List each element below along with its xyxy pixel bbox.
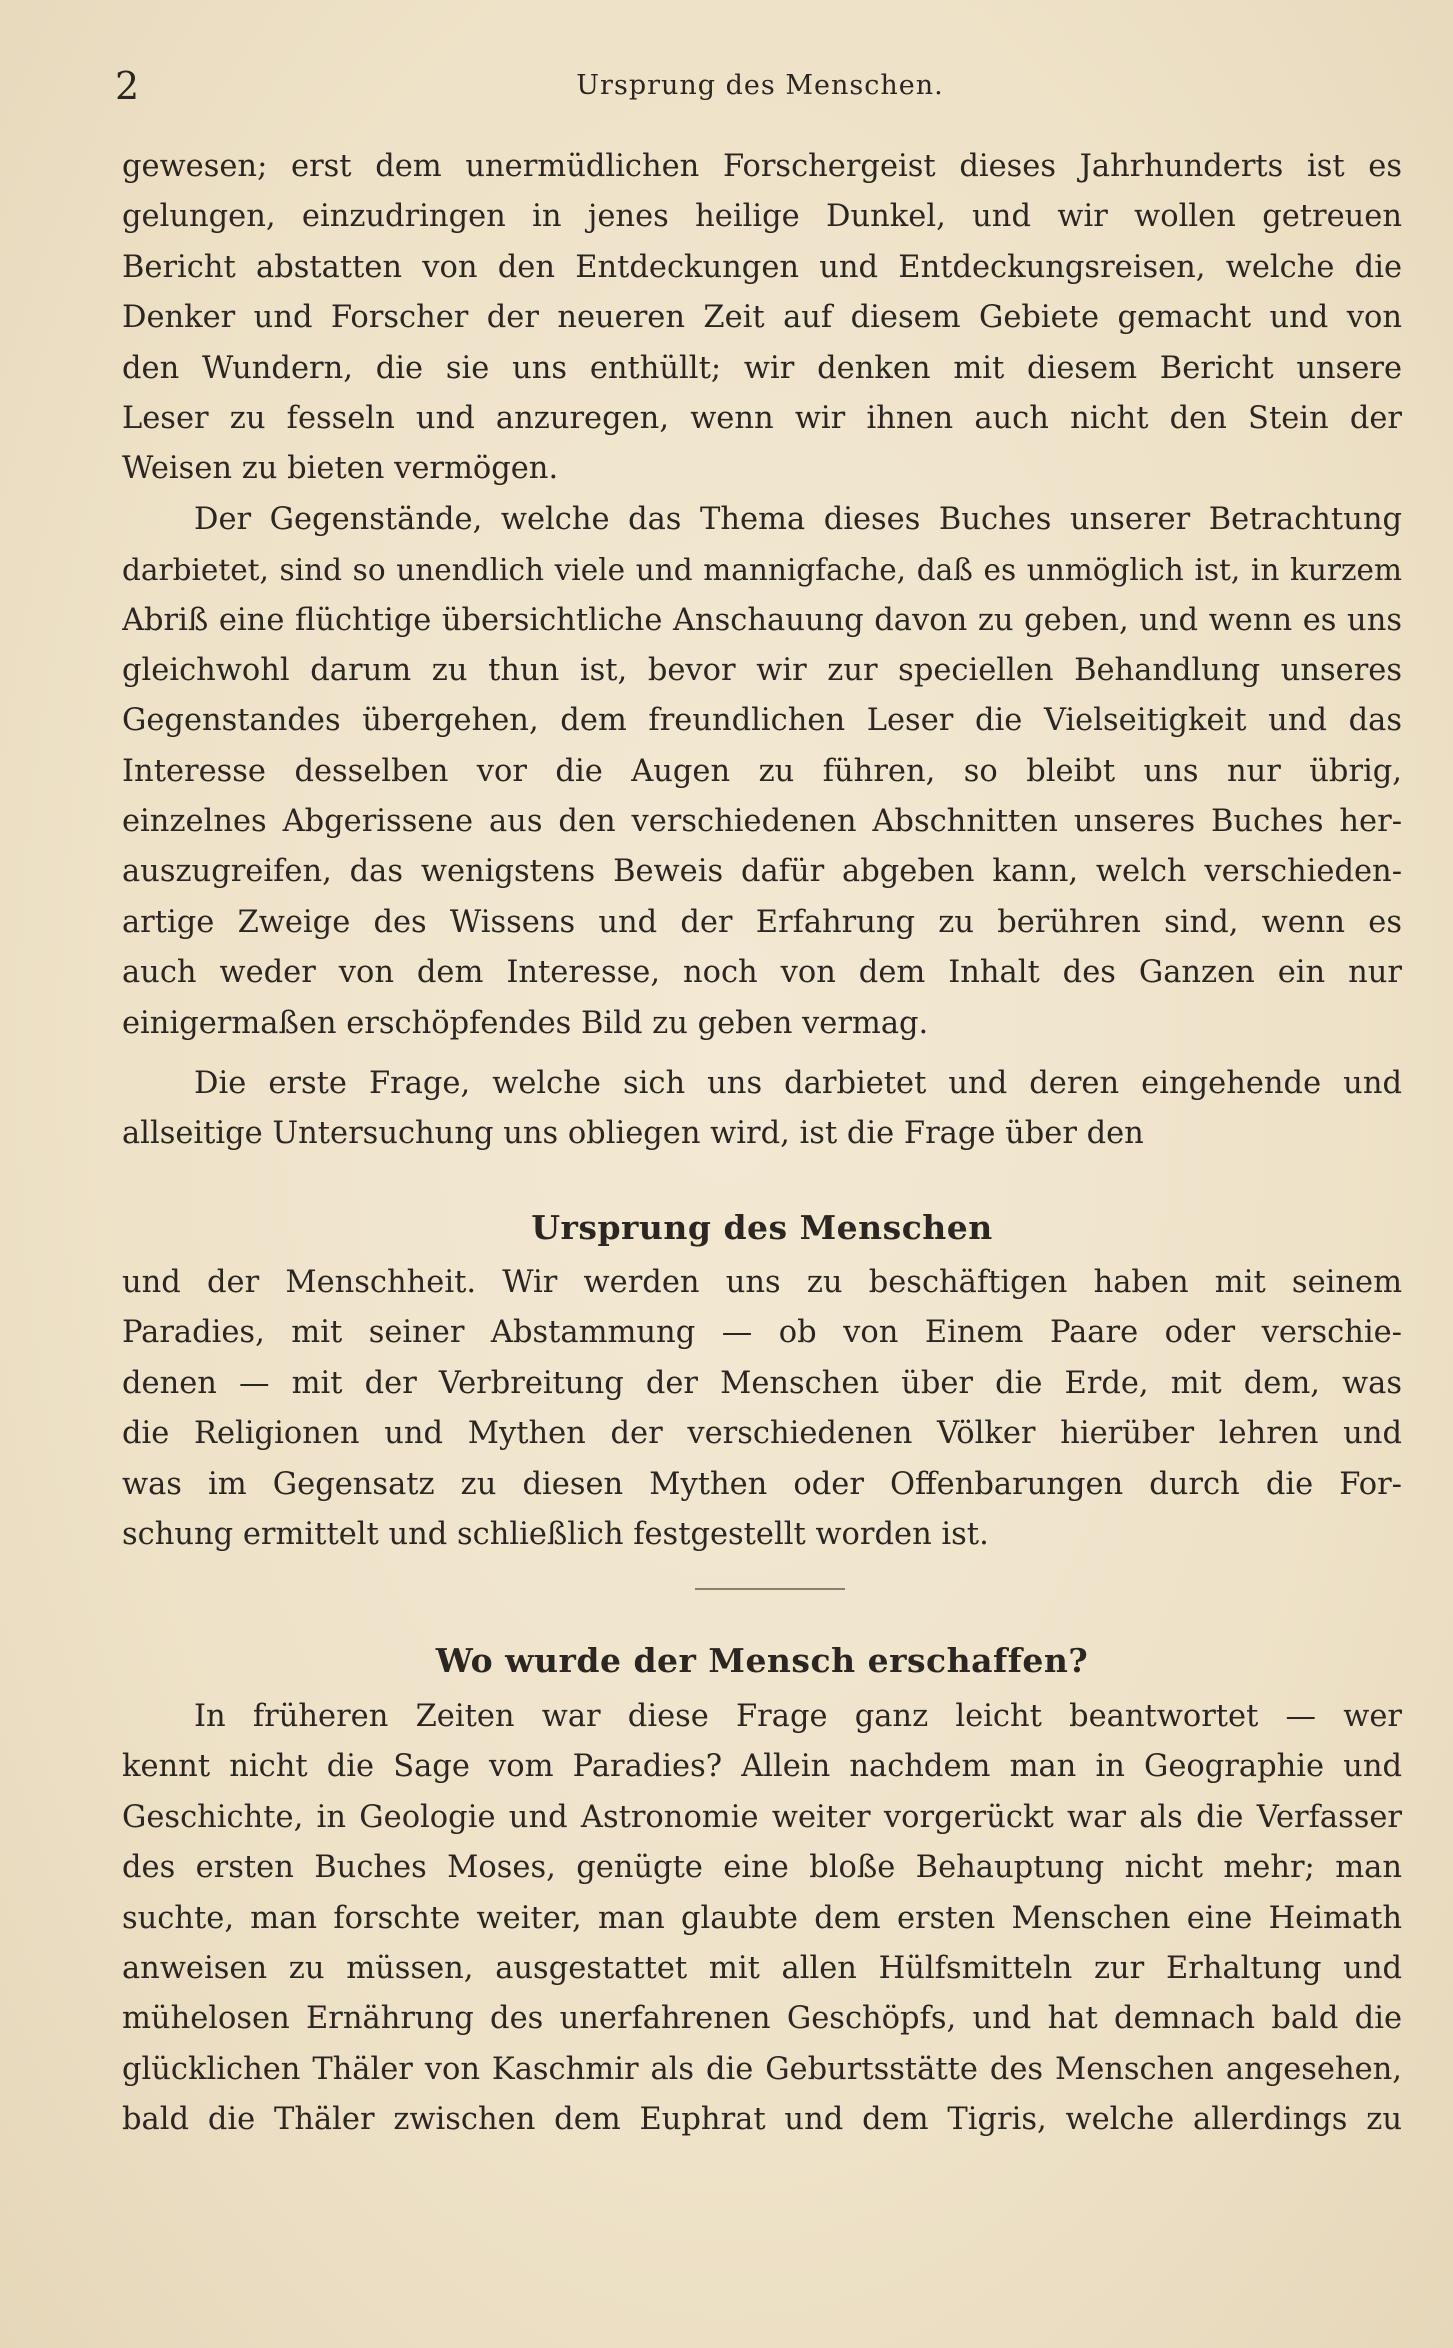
text-line: artige Zweige des Wissens und der Erfahrung zu berühren sind, wenn es <box>122 904 1402 940</box>
page-number: 2 <box>115 64 140 108</box>
text-line: den Wundern, die sie uns enthüllt; wir denken mit diesem Bericht unsere <box>122 350 1402 386</box>
running-head: Ursprung des Menschen. <box>576 70 944 101</box>
text-line: Weisen zu bieten vermögen. <box>122 451 559 487</box>
text-line: und der Menschheit. Wir werden uns zu beschäftigen haben mit seinem <box>122 1265 1402 1300</box>
text-line: denen — mit der Verbreitung der Menschen über die Erde, mit dem, was <box>122 1365 1402 1401</box>
section-heading-wo-wurde: Wo wurde der Mensch erschaffen? <box>435 1641 1089 1680</box>
text-line: bald die Thäler zwischen dem Euphrat und dem Tigris, welche allerdings zu <box>122 2102 1402 2138</box>
text-line: einzelnes Abgerissene aus den verschiedenen Abschnitten unseres Buches her- <box>122 804 1402 840</box>
text-line: schung ermittelt und schließlich festgestellt worden ist. <box>122 1516 989 1552</box>
text-line: gelungen, einzudringen in jenes heilige Dunkel, und wir wollen getreuen <box>122 199 1402 235</box>
text-line: Leser zu fesseln und anzuregen, wenn wir ihnen auch nicht den Stein der <box>122 400 1402 436</box>
text-line: Abriß eine flüchtige übersichtliche Anschauung davon zu geben, und wenn es uns <box>122 602 1402 638</box>
section-heading-ursprung: Ursprung des Menschen <box>531 1208 993 1247</box>
text-line: einigermaßen erschöpfendes Bild zu geben vermag. <box>122 1005 929 1041</box>
text-line: was im Gegensatz zu diesen Mythen oder Offenbarungen durch die For- <box>122 1466 1402 1502</box>
text-line: auch weder von dem Interesse, noch von dem Inhalt des Ganzen ein nur <box>122 955 1402 991</box>
text-line: Geschichte, in Geologie und Astronomie weiter vorgerückt war als die Verfasser <box>122 1799 1402 1835</box>
section-wo-wurde-text <box>122 1692 1402 2146</box>
text-line: Der Gegenstände, welche das Thema dieses Buches unserer Betrachtung <box>194 501 1402 537</box>
text-line: die Religionen und Mythen der verschiedenen Völker hierüber lehren und <box>122 1416 1402 1452</box>
text-line: des ersten Buches Moses, genügte eine bloße Behauptung nicht mehr; man <box>122 1850 1402 1886</box>
text-line: allseitige Untersuchung uns obliegen wird, ist die Frage über den <box>122 1116 1144 1152</box>
text-line: mühelosen Ernährung des unerfahrenen Geschöpfs, und hat demnach bald die <box>122 2001 1402 2037</box>
text-line: glücklichen Thäler von Kaschmir als die Geburtsstätte des Menschen angesehen, <box>122 2051 1402 2087</box>
text-line: Bericht abstatten von den Entdeckungen und Entdeckungsreisen, welche die <box>122 249 1402 285</box>
section-intro-text <box>122 142 1402 1160</box>
text-line: gewesen; erst dem unermüdlichen Forschergeist dieses Jahrhunderts ist es <box>122 149 1402 184</box>
text-line: suchte, man forschte weiter, man glaubte dem ersten Menschen eine Heimath <box>122 1900 1402 1936</box>
text-line: gleichwohl darum zu thun ist, bevor wir zur speciellen Behandlung unseres <box>122 652 1402 688</box>
text-line: Paradies, mit seiner Abstammung — ob von Einem Paare oder verschie- <box>122 1315 1402 1351</box>
section-divider <box>695 1588 845 1590</box>
text-line: Die erste Frage, welche sich uns darbietet und deren eingehende und <box>194 1066 1402 1102</box>
text-line: darbietet, sind so unendlich viele und mannigfache, daß es unmöglich ist, in kurzem <box>122 553 1402 588</box>
text-line: anweisen zu müssen, ausgestattet mit allen Hülfsmitteln zur Erhaltung und <box>122 1950 1402 1986</box>
page-header <box>115 66 1405 106</box>
text-line: kennt nicht die Sage vom Paradies? Allein nachdem man in Geographie und <box>122 1749 1402 1785</box>
text-line: Denker und Forscher der neueren Zeit auf diesem Gebiete gemacht und von <box>122 300 1402 336</box>
text-line: In früheren Zeiten war diese Frage ganz leicht beantwortet — wer <box>194 1699 1402 1734</box>
text-line: auszugreifen, das wenigstens Beweis dafür abgeben kann, welch verschieden- <box>122 854 1402 890</box>
section-ursprung-text <box>122 1258 1402 1560</box>
text-line: Gegenstandes übergehen, dem freundlichen Leser die Vielseitigkeit und das <box>122 703 1402 739</box>
text-line: Interesse desselben vor die Augen zu führen, so bleibt uns nur übrig, <box>122 753 1402 789</box>
